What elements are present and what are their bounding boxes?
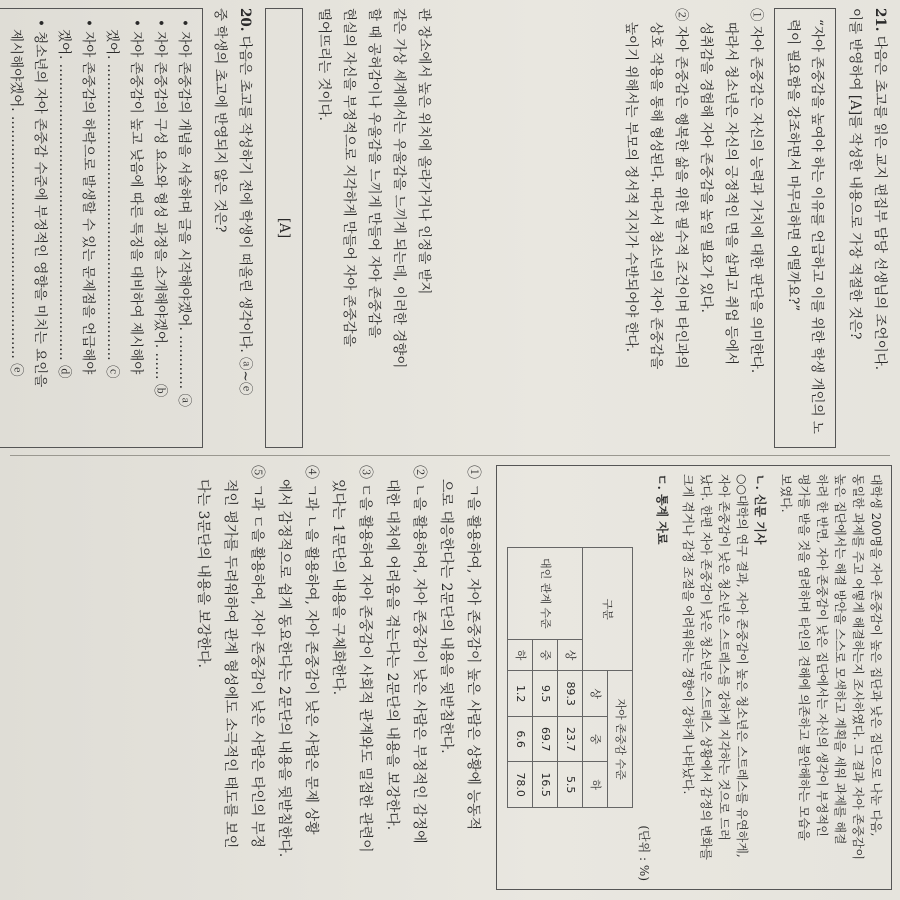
text-line: ○○대학의 연구 결과, 자아 존중감이 높은 청소년은 스트레스를 유연하게, <box>735 474 749 858</box>
row-header: 중 <box>533 639 558 671</box>
question-20 <box>0 8 257 448</box>
option-line[interactable]: ② ㄴ을 활용하여, 자아 존중감이 낮은 사람은 부정적인 감정에 <box>411 465 427 844</box>
right-column <box>189 465 892 890</box>
box-label: [A] <box>276 217 292 239</box>
text-line: 할 때 공허감이나 우울감을 느끼게 만들어 자아 존중감을 <box>366 8 382 338</box>
option-line: 높이기 위해서는 부모의 정서적 지지가 수반되어야 한다. <box>623 22 639 352</box>
question-21-column <box>618 8 892 448</box>
idea-list-box <box>0 8 203 448</box>
text-line: 높은 집단에서는 해결 방안을 스스로 모색하고 계획을 세워 과제를 해결 <box>833 474 847 845</box>
table-cell: 89.3 <box>558 671 583 717</box>
text-line: 자아 존중감이 낮은 청소년은 스트레스를 강하게 지각하는 것으로 드러 <box>717 474 731 841</box>
right-options <box>189 465 486 890</box>
option-line: 적인 평가를 두려워하여 관계 형성에도 소극적인 태도를 보인 <box>222 479 238 849</box>
table-cell: 5.5 <box>558 762 583 808</box>
row-header: 상 <box>558 639 583 671</box>
idea-item: 겠어. ………………………………………………………… ⓒ <box>104 29 120 379</box>
advice-text: “자아 존중감을 높여야 하는 이유를 언급하고 이를 위한 학생 개인의 노력이 필요함을 강조하면서 마무리하면 어떨까요?” <box>785 19 825 434</box>
option-line: 있다는 1문단의 내용을 구체화한다. <box>330 479 346 696</box>
news-label: ㄴ. 신문 기사 <box>753 474 767 545</box>
table-cell: 9.5 <box>533 671 558 717</box>
question-text: 중 학생의 초고에 반영되지 않은 것은? <box>212 8 228 233</box>
table-cell: 78.0 <box>508 762 533 808</box>
stat-table <box>507 547 633 808</box>
question-number: 20. <box>237 8 253 32</box>
advice-box <box>774 8 836 448</box>
text-line: 보였다. <box>779 474 793 513</box>
option-line[interactable]: ① ㄱ을 활용하여, 자아 존중감이 높은 사람은 상황에 능동적 <box>465 465 481 831</box>
unit-label: (단위 : %) <box>637 825 651 881</box>
text-line: 같은 가상 세계에서는 우울감을 느끼게 되는데, 이러한 경향이 <box>391 8 407 369</box>
option-line: 상호 작용을 통해 형성된다. 따라서 청소년의 자아 존중감을 <box>648 22 664 370</box>
idea-item: • 자아 존중감의 구성 요소와 형성 과정을 소개해야겠어. …… ⓑ <box>152 19 168 398</box>
idea-item: • 청소년의 자아 존중감 수준에 부정적인 영향을 미치는 요인을 <box>32 19 48 388</box>
table-cell: 23.7 <box>558 716 583 762</box>
option-line: 에서 감정적으로 쉽게 동요한다는 2문단의 내용을 뒷받침한다. <box>276 479 292 858</box>
text-line: 현실의 자신을 부정적으로 지각하게 만들어 자아 존중감을 <box>341 8 357 347</box>
option-line[interactable]: ⑤ ㄱ과 ㄷ을 활용하여, 자아 존중감이 낮은 사람은 타인의 부정 <box>249 465 265 849</box>
table-cell: 16.5 <box>533 762 558 808</box>
idea-item: 제시해야겠어. ……………………………………………… ⓔ <box>8 29 24 377</box>
left-column <box>0 8 430 448</box>
option-line[interactable]: ④ ㄱ과 ㄴ을 활용하여, 자아 존중감이 낮은 사람은 문제 상황 <box>303 465 319 835</box>
option-line[interactable]: ② 자아 존중감은 행복한 삶을 위한 필수적 조건이며 타인과의 <box>673 8 689 369</box>
idea-item: 겠어. ………………………………………………………… ⓓ <box>56 29 72 379</box>
intro-paragraph <box>311 8 436 448</box>
col-header: 하 <box>583 762 608 808</box>
news-paragraph <box>679 474 751 881</box>
idea-item: • 자아 존중감이 높고 낮음에 따른 특징을 대비하여 제시해야 <box>128 19 144 375</box>
option-line: 성취감을 경험해 자아 존중감을 높일 필요가 있다. <box>698 22 714 313</box>
text-line: 났다. 한편 자아 존중감이 낮은 청소년은 스트레스 상황에서 감정의 변화를 <box>699 474 713 860</box>
text-line: 크게 겪거나 감정 조절을 어려워하는 경향이 강하게 나타났다. <box>681 474 695 795</box>
option-line[interactable]: ③ ㄷ을 활용하여 자아 존중감이 사회적 관계와도 밀접한 관련이 <box>357 465 373 853</box>
table-row <box>558 548 583 808</box>
text-line: 떨어뜨리는 것이다. <box>316 8 332 121</box>
table-cell: 6.6 <box>508 716 533 762</box>
question-number: 21. <box>872 8 888 32</box>
idea-item: • 자아 존중감의 개념을 서술하며 글을 시작해야겠어. ………… ⓐ <box>176 19 192 407</box>
option-line: 으로 대응한다는 2문단의 내용을 뒷받침한다. <box>438 479 454 754</box>
table-cell: 1.2 <box>508 671 533 717</box>
option-line[interactable]: ① 자아 존중감은 자신의 능력과 가치에 대한 판단을 의미한다. <box>748 8 764 374</box>
col-header: 상 <box>583 671 608 717</box>
text-line: 관 장소에서 높은 위치에 올라가거나 인정을 받지 <box>416 8 432 295</box>
row-group-header: 대인 관계 수준 <box>508 548 583 640</box>
survey-paragraph <box>777 474 885 881</box>
question-text: 다음은 초고를 읽은 교지 편집부 담당 선생님의 조언이다. <box>872 35 888 371</box>
table-corner: 구분 <box>583 548 633 671</box>
table-group-header: 자아 존중감 수준 <box>608 671 633 808</box>
materials-box <box>496 465 892 890</box>
text-line: 대학생 200명을 자아 존중감이 높은 집단과 낮은 집단으로 나눈 다음, <box>869 474 883 837</box>
column-divider <box>10 455 890 456</box>
table-cell: 69.7 <box>533 716 558 762</box>
question-text: 이를 반영하여 [A]를 작성한 내용으로 가장 적절한 것은? <box>847 8 863 340</box>
idea-item: • 자아 존중감의 하락으로 발생할 수 있는 문제점을 언급해야 <box>80 19 96 375</box>
text-line: 하려 한 반면, 자아 존중감이 낮은 집단에서는 자신의 생각이 부정적인 <box>815 474 829 837</box>
text-line: 평가를 받을 것을 염려하며 타인의 견해에 의존하고 불안해하는 모습을 <box>797 474 811 841</box>
question-text: 다음은 초고를 작성하기 전에 학생이 떠올린 생각이다. ⓐ~ⓔ <box>237 35 253 396</box>
stat-label: ㄷ. 통계 자료 <box>655 474 669 545</box>
option-line: 대한 대처에 어려움을 겪는다는 2문단의 내용을 보강한다. <box>384 479 400 831</box>
row-header: 하 <box>508 639 533 671</box>
a-box <box>265 8 303 448</box>
col-header: 중 <box>583 716 608 762</box>
option-line: 따라서 청소년은 자신의 긍정적인 면을 살피고 취업 등에서 <box>723 22 739 366</box>
q21-options <box>618 8 768 448</box>
option-line: 다는 3문단의 내용을 보강한다. <box>195 479 211 668</box>
text-line: 동일한 과제를 주고 어떻게 해결하는지 조사하였다. 그 결과 자아 존중감이 <box>851 474 865 860</box>
